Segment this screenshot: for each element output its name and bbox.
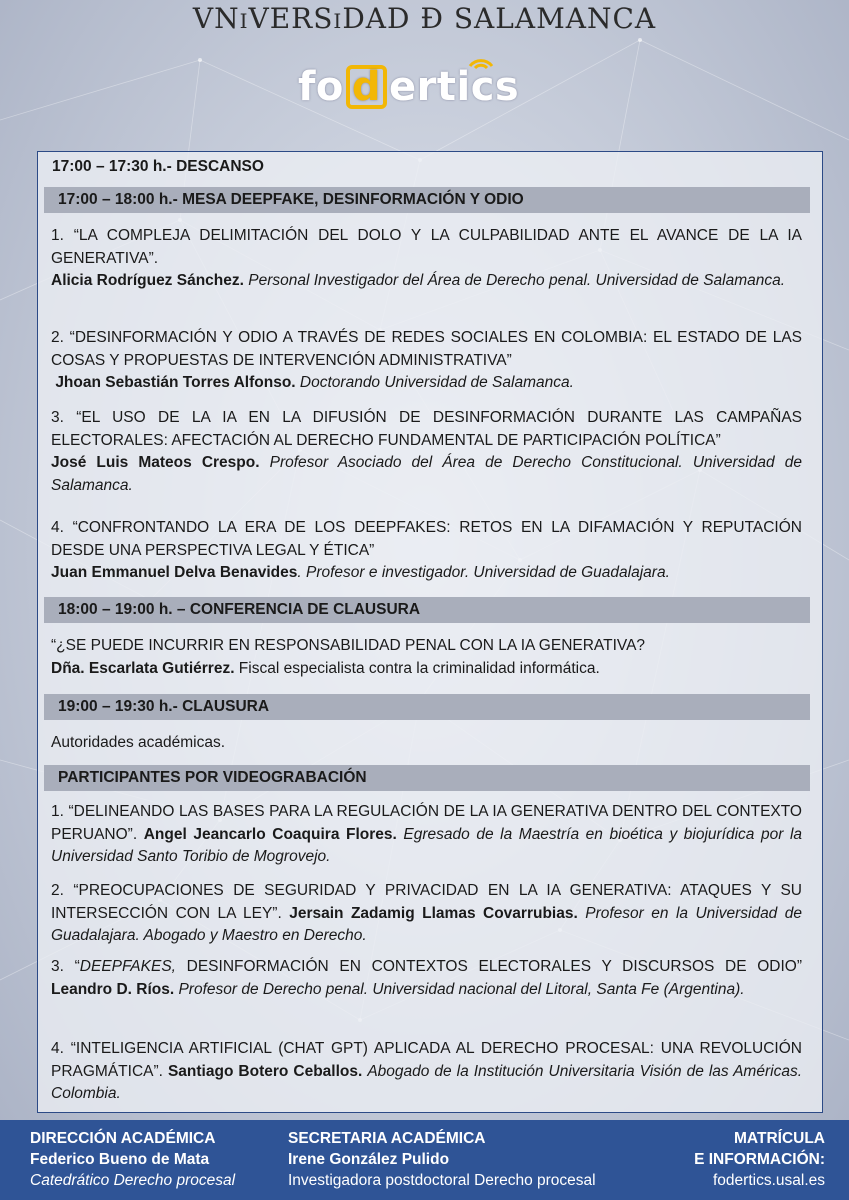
speaker-name: Leandro D. Ríos. (51, 980, 175, 998)
talk-title-italic: DEEPFAKES, (79, 958, 176, 975)
talk-title: 4. “INTELIGENCIA ARTIFICIAL (CHAT GPT) APLICADA AL DERECHO PROCESAL: UNA REVOLUCIÓN PRAGMÁTICA”. (51, 1040, 802, 1080)
wifi-icon (466, 52, 496, 72)
talk-title-prefix: 3. “ (51, 958, 80, 975)
section-descanso: 17:00 – 17:30 h.- DESCANSO (52, 158, 264, 175)
fodertics-logo (298, 58, 550, 124)
talk-title: 3. “EL USO DE LA IA EN LA DIFUSIÓN DE DESINFORMACIÓN DURANTE LAS CAMPAÑAS ELECTORALES: AFECTACIÓN AL DERECHO FUNDAMENTAL DE PARTICIPACIÓN POLÍTICA” (51, 409, 802, 449)
talk-title: 2. “DESINFORMACIÓN Y ODIO A TRAVÉS DE REDES SOCIALES EN COLOMBIA: EL ESTADO DE LAS COSAS Y PROPUESTAS DE INTERVENCIÓN ADMINISTRATIVA” (51, 329, 802, 369)
logo-suffix: ertics (389, 64, 520, 110)
talk-title: “¿SE PUEDE INCURRIR EN RESPONSABILIDAD PENAL CON LA IA GENERATIVA? (51, 637, 646, 654)
mesa-item-2 (51, 327, 802, 395)
talk-title: 4. “CONFRONTANDO LA ERA DE LOS DEEPFAKES: RETOS EN LA DIFAMACIÓN Y REPUTACIÓN DESDE UNA PERSPECTIVA LEGAL Y ÉTICA” (51, 519, 802, 559)
logo-prefix: fo (298, 64, 344, 110)
mesa-item-4 (51, 517, 802, 585)
clausura-text: Autoridades académicas. (51, 734, 226, 751)
speaker-name: Angel Jeancarlo Coaquira Flores. (143, 825, 397, 843)
talk-title: 1. “LA COMPLEJA DELIMITACIÓN DEL DOLO Y LA CULPABILIDAD ANTE EL AVANCE DE LA IA GENERATIVA”. (51, 227, 802, 267)
speaker-role: Doctorando Universidad de Salamanca. (299, 374, 574, 391)
section-bar-conferencia: 18:00 – 19:00 h. – CONFERENCIA DE CLAUSURA (44, 597, 810, 623)
footer (0, 1120, 849, 1200)
talk-title-rest: DESINFORMACIÓN EN CONTEXTOS ELECTORALES Y DISCURSOS DE ODIO” (175, 958, 802, 975)
speaker-affiliation: . Universidad nacional del Litoral, Santa Fe (Argentina). (363, 980, 745, 998)
matricula-line1: MATRÍCULA (734, 1130, 825, 1147)
speaker-role: Personal Investigador del Área de Derecho penal. Universidad de Salamanca. (248, 272, 786, 289)
speaker-name: Jersain Zadamig Llamas Covarrubias. (289, 904, 578, 922)
speaker-role: Profesor de Derecho penal (178, 980, 364, 998)
video-item-1 (51, 801, 802, 869)
speaker-name: Juan Emmanuel Delva Benavides (51, 564, 298, 581)
direccion-name: Federico Bueno de Mata (30, 1151, 210, 1168)
speaker-role: Fiscal especialista contra la criminalidad informática. (234, 659, 600, 677)
talk-title: 1. “DELINEANDO LAS BASES PARA LA REGULACIÓN DE LA IA GENERATIVA DENTRO DEL CONTEXTO PERUANO”. (51, 803, 802, 843)
footer-secretaria (288, 1128, 596, 1191)
speaker-role: . Profesor e investigador. Universidad de Guadalajara. (297, 564, 670, 581)
secretaria-title: SECRETARIA ACADÉMICA (288, 1130, 486, 1147)
speaker-name: Santiago Botero Ceballos. (167, 1062, 363, 1080)
mesa-item-3 (51, 407, 802, 497)
speaker-role: Abogado de la Institución Universitaria Visión de las Américas. Colombia. (51, 1062, 802, 1102)
footer-matricula (694, 1128, 825, 1191)
speaker-role: Profesor en la Universidad de Guadalajara. Abogado y Maestro en Derecho. (51, 904, 802, 944)
video-item-3 (51, 956, 802, 1001)
speaker-role: Profesor Asociado del Área de Derecho Constitucional. Universidad de Salamanca. (51, 454, 802, 494)
secretaria-name: Irene González Pulido (288, 1151, 450, 1168)
logo-mark: d (346, 65, 387, 109)
conferencia-item (51, 635, 802, 680)
video-item-2 (51, 880, 802, 948)
direccion-role: Catedrático Derecho procesal (30, 1172, 236, 1189)
speaker-name: Alicia Rodríguez Sánchez. (51, 272, 244, 289)
matricula-line2: E INFORMACIÓN: (694, 1151, 825, 1168)
talk-title: 2. “PREOCUPACIONES DE SEGURIDAD Y PRIVACIDAD EN LA IA GENERATIVA: ATAQUES Y SU INTERSECCIÓN CON LA LEY”. (51, 882, 802, 922)
speaker-name: Dña. Escarlata Gutiérrez. (51, 659, 235, 677)
speaker-role: Egresado de la Maestría en bioética y biojurídica por la Universidad Santo Toribio de Mogrovejo. (51, 825, 803, 865)
section-bar-mesa: 17:00 – 18:00 h.- MESA DEEPFAKE, DESINFORMACIÓN Y ODIO (44, 187, 810, 213)
secretaria-role: Investigadora postdoctoral Derecho procesal (288, 1172, 596, 1189)
speaker-name: José Luis Mateos Crespo. (51, 454, 260, 471)
footer-direccion (30, 1128, 235, 1191)
video-item-4 (51, 1038, 802, 1106)
section-bar-participantes: PARTICIPANTES POR VIDEOGRABACIÓN (44, 765, 810, 791)
section-bar-clausura: 19:00 – 19:30 h.- CLAUSURA (44, 694, 810, 720)
direccion-title: DIRECCIÓN ACADÉMICA (30, 1130, 216, 1147)
website-link[interactable]: fodertics.usal.es (713, 1172, 825, 1189)
university-title: VNiVERSiDAD Ð SALAMANCA (192, 2, 657, 35)
mesa-item-1 (51, 225, 802, 293)
speaker-name: Jhoan Sebastián Torres Alfonso. (55, 374, 296, 391)
